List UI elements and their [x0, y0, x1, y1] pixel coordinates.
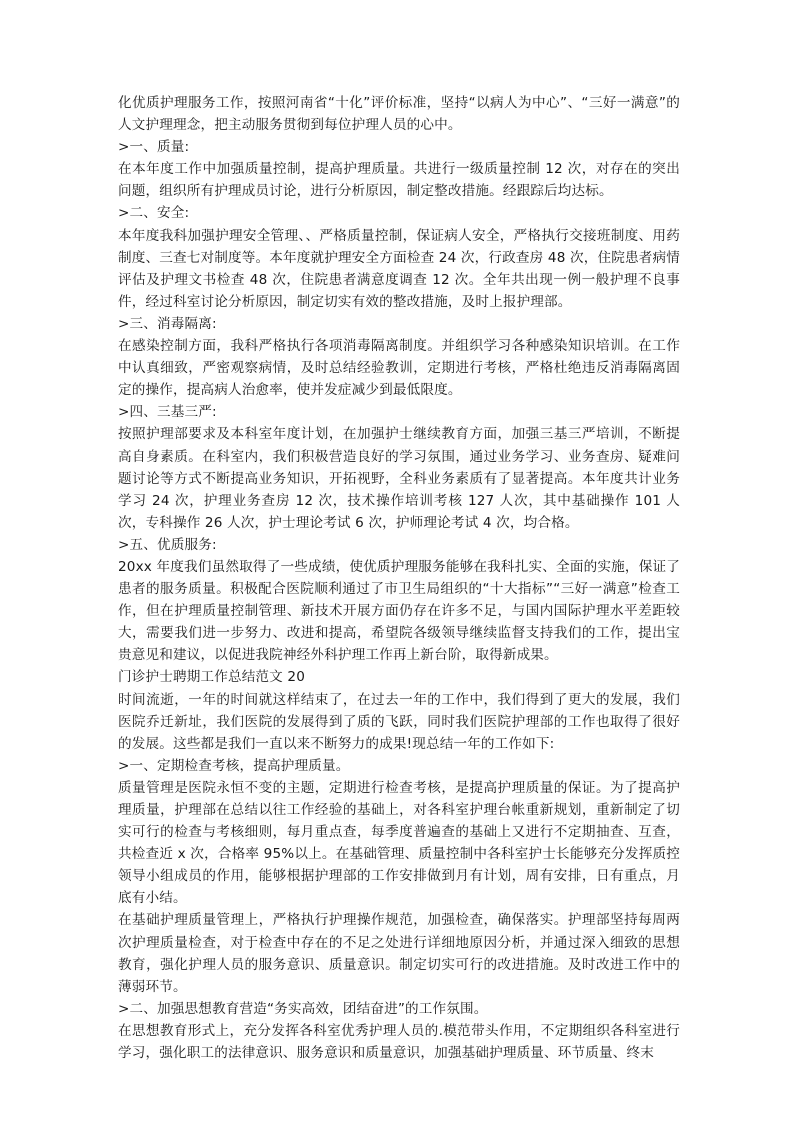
section-heading-quality: >一、质量: — [118, 139, 190, 156]
paragraph-intro-continuation: 化优质护理服务工作，按照河南省“十化”评价标准，坚持“以病人为中心”、“三好一满意”的人文护理理念，把主动服务贯彻到每位护理人员的心中。 — [118, 95, 680, 134]
document-page — [118, 92, 680, 1064]
paragraph-regular-inspection: 质量管理是医院永恒不变的主题，定期进行检查考核，是提高护理质量的保证。为了提高护理质量，护理部在总结以往工作经验的基础上，对各科室护理台帐重新规划，重新制定了切实可行的检查与考核细则，每月重点查，每季度普遍查的基础上又进行不定期抽查、互查，共检查近 x 次，合格率 95%以上。在基础管理、质量控制中各科室护士长能够充分发挥质控领导小组成员的作用，能够根据护理部的工作安排做到月有计划，周有安排，日有重点，月底有小结。 — [118, 779, 680, 907]
section-heading-quality-service: >五、优质服务: — [118, 536, 217, 553]
paragraph-quality-service: 20xx 年度我们虽然取得了一些成绩，使优质护理服务能够在我科扎实、全面的实施，保证了患者的服务质量。积极配合医院顺利通过了市卫生局组织的“十大指标”“三好一满意”检查工作，但在护理质量控制管理、新技术开展方面仍存在许多不足，与国内国际护理水平差距较大，需要我们进一步努力、改进和提高，希望院各级领导继续监督支持我们的工作，提出宝贵意见和建议，以促进我院神经外科护理工作再上新台阶，取得新成果。 — [118, 558, 680, 664]
section-heading-regular-inspection: >一、定期检查考核，提高护理质量。 — [118, 757, 350, 774]
section-heading-disinfection: >三、消毒隔离: — [118, 315, 217, 332]
paragraph-three-basics: 按照护理部要求及本科室年度计划，在加强护士继续教育方面，加强三基三严培训，不断提高自身素质。在科室内，我们积极营造良好的学习氛围，通过业务学习、业务查房、疑难问题讨论等方式不断提高业务知识，开拓视野，全科业务素质有了显著提高。本年度共计业务学习 24 次，护理业务查房 12 次，技术操作培训考核 127 人次，其中基础操作 101 人次，专科操作 26 人次，护士理论考试 6 次，护师理论考试 4 次，均合格。 — [118, 426, 680, 531]
paragraph-disinfection: 在感染控制方面，我科严格执行各项消毒隔离制度。并组织学习各种感染知识培训。在工作中认真细致，严密观察病情，及时总结经验教训，定期进行考核，严格杜绝违反消毒隔离固定的操作，提高病人治愈率，使并发症减少到最低限度。 — [118, 338, 680, 399]
paragraph-basic-nursing: 在基础护理质量管理上，严格执行护理操作规范，加强检查，确保落实。护理部坚持每周两次护理质量检查，对于检查中存在的不足之处进行详细地原因分析，并通过深入细致的思想教育，强化护理人员的服务意识、质量意识。制定切实可行的改进措施。及时改进工作中的薄弱环节。 — [118, 912, 680, 995]
section-heading-three-basics: >四、三基三严: — [118, 404, 217, 421]
paragraph-article-intro: 时间流逝，一年的时间就这样结束了，在过去一年的工作中，我们得到了更大的发展，我们医院乔迁新址，我们医院的发展得到了质的飞跃，同时我们医院护理部的工作也取得了很好的发展。这些都是我们一直以来不断努力的成果!现总结一年的工作如下: — [118, 691, 680, 752]
section-heading-ideological-education: >二、加强思想教育营造“务实高效，团结奋进”的工作氛围。 — [118, 1000, 488, 1017]
paragraph-ideological-education: 在思想教育形式上，充分发挥各科室优秀护理人员的.模范带头作用，不定期组织各科室进行学习，强化职工的法律意识、服务意识和质量意识，加强基础护理质量、环节质量、终末 — [118, 1022, 680, 1062]
paragraph-quality: 在本年度工作中加强质量控制，提高护理质量。共进行一级质量控制 12 次，对存在的突出问题，组织所有护理成员讨论，进行分析原因，制定整改措施。经跟踪后均达标。 — [118, 161, 680, 200]
article-title: 门诊护士聘期工作总结范文 20 — [118, 669, 305, 686]
paragraph-safety: 本年度我科加强护理安全管理、、严格质量控制，保证病人安全，严格执行交接班制度、用药制度、三查七对制度等。本年度就护理安全方面检查 24 次，行政查房 48 次，住院患者病情评估及护理文书检查 48 次，住院患者满意度调查 12 次。全年共出现一例一般护理不良事件，经过科室讨论分析原因，制定切实有效的整改措施，及时上报护理部。 — [118, 227, 680, 310]
section-heading-safety: >二、安全: — [118, 205, 190, 222]
